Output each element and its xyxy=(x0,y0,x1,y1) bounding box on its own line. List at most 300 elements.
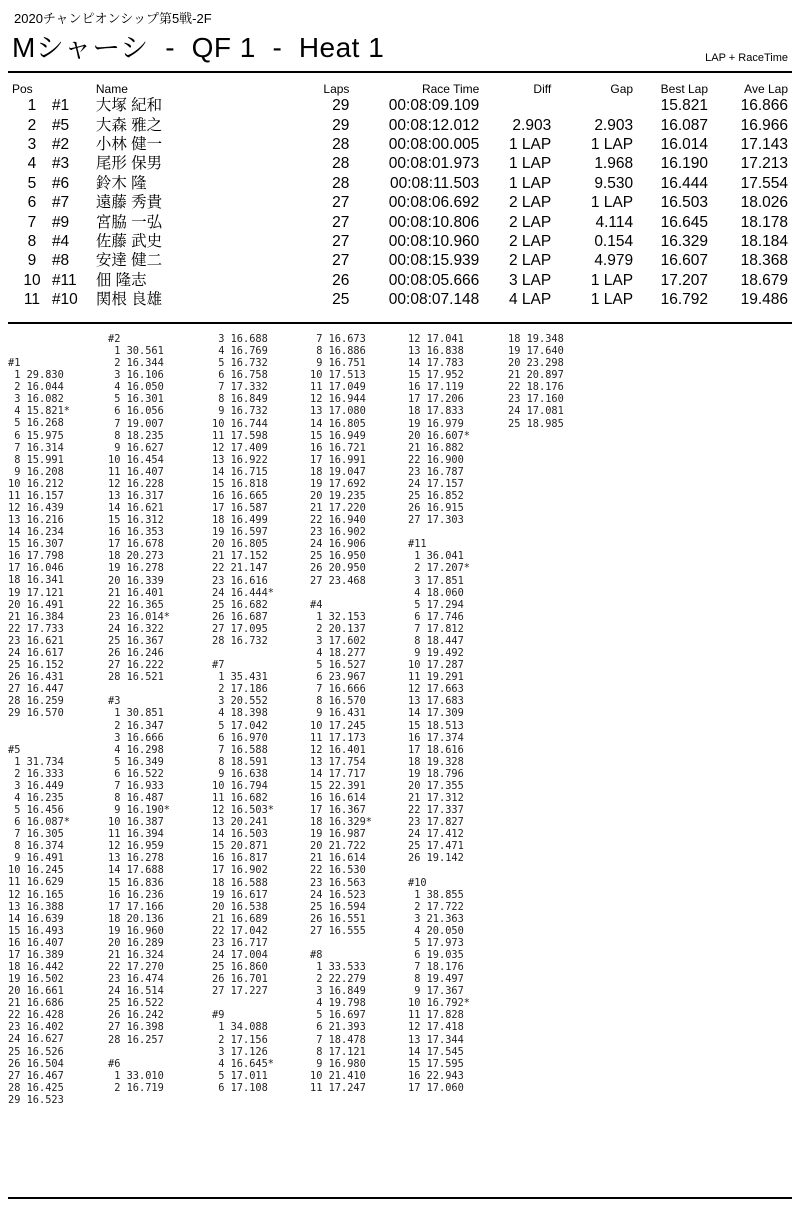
result-diff: 2 LAP xyxy=(508,194,552,212)
lap-line: 27 16.447 xyxy=(8,683,64,696)
lap-line: 1 34.088 xyxy=(212,1021,268,1034)
lap-line: 27 17.095 xyxy=(212,622,268,635)
result-pos: 6 xyxy=(27,194,37,212)
lap-line: 13 16.278 xyxy=(108,852,164,865)
lap-line: 7 16.314 xyxy=(8,441,64,454)
lap-line: 24 17.412 xyxy=(408,828,464,841)
lap-line: 14 16.503 xyxy=(212,828,268,841)
lap-line: 5 16.349 xyxy=(108,755,164,768)
lap-line xyxy=(8,719,70,731)
result-pos: 5 xyxy=(27,174,37,192)
lap-line: 14 16.639 xyxy=(8,912,64,925)
result-row xyxy=(12,115,790,134)
lap-line: 17 17.206 xyxy=(408,393,464,406)
lap-line: 9 17.367 xyxy=(408,985,464,998)
lap-line: 10 16.212 xyxy=(8,477,64,490)
lap-line: 25 16.852 xyxy=(408,490,464,503)
lap-line: 10 16.245 xyxy=(8,864,64,877)
lap-line: 21 17.220 xyxy=(310,502,366,515)
result-pos: 11 xyxy=(23,291,41,309)
result-time: 00:08:01.973 xyxy=(388,155,480,173)
lap-line: 14 16.234 xyxy=(8,526,64,539)
lap-line: 2 17.207* xyxy=(408,562,470,575)
lap-line: 10 16.792* xyxy=(408,997,470,1010)
lap-line: 7 16.588 xyxy=(212,743,268,756)
lap-line: 22 18.176 xyxy=(508,381,564,394)
lap-line: 26 16.431 xyxy=(8,671,64,684)
lap-line: 11 17.049 xyxy=(310,381,366,394)
lap-line: 21 16.401 xyxy=(108,586,164,599)
lap-line: 11 17.828 xyxy=(408,1009,464,1022)
result-time: 00:08:12.012 xyxy=(388,116,480,134)
result-no: #3 xyxy=(51,155,70,173)
result-laps: 25 xyxy=(332,291,350,309)
result-name: 大森 雅之 xyxy=(95,116,163,134)
lap-line: 3 17.126 xyxy=(212,1045,268,1058)
result-time: 00:08:10.960 xyxy=(388,232,480,250)
lap-line: 9 16.751 xyxy=(310,357,366,370)
lap-line: 18 16.588 xyxy=(212,876,268,889)
result-row xyxy=(12,232,790,251)
lap-line: 4 18.277 xyxy=(310,647,366,660)
result-ave: 16.966 xyxy=(740,116,788,134)
lap-line: 8 16.570 xyxy=(310,695,366,708)
lap-line: 24 16.444* xyxy=(212,586,274,599)
lap-line: 3 20.552 xyxy=(212,695,268,708)
lap-line: 17 17.060 xyxy=(408,1081,464,1094)
lap-line: 20 16.661 xyxy=(8,985,64,998)
lap-line: 15 16.312 xyxy=(108,514,164,527)
lap-line: 18 20.136 xyxy=(108,912,164,925)
results-table xyxy=(12,82,790,309)
lap-line: 10 17.245 xyxy=(310,719,366,732)
lap-line: 1 35.431 xyxy=(212,671,268,684)
lap-line: 10 21.410 xyxy=(310,1069,366,1082)
lap-line: 12 17.041 xyxy=(408,333,464,345)
lap-line: 23 16.014* xyxy=(108,610,170,623)
lap-line: 2 16.719 xyxy=(108,1081,164,1094)
result-pos: 8 xyxy=(27,232,37,250)
result-ave: 18.368 xyxy=(740,252,788,270)
result-row xyxy=(12,290,790,309)
lap-line: 23 16.717 xyxy=(212,936,268,949)
lap-line: 1 33.010 xyxy=(108,1069,164,1082)
lap-line xyxy=(310,587,372,599)
lap-line: 13 16.922 xyxy=(212,453,268,466)
lap-line: 16 16.353 xyxy=(108,526,164,539)
lap-line: 25 17.471 xyxy=(408,840,464,853)
result-no: #8 xyxy=(51,252,70,270)
lap-line: 23 16.402 xyxy=(8,1021,64,1034)
lap-line: 3 16.082 xyxy=(8,393,64,406)
lap-line xyxy=(310,937,372,949)
result-laps: 28 xyxy=(332,135,350,153)
lap-line: 18 19.047 xyxy=(310,465,366,478)
lap-line: 12 16.401 xyxy=(310,743,366,756)
lap-line: 25 16.682 xyxy=(212,598,268,611)
lap-line: 15 16.836 xyxy=(108,876,164,889)
lap-line: 17 16.046 xyxy=(8,562,64,575)
lap-line: 27 23.468 xyxy=(310,574,366,587)
lap-line: 5 17.294 xyxy=(408,598,464,611)
lap-line: 26 16.246 xyxy=(108,647,164,660)
lap-line xyxy=(212,647,274,659)
lap-line: 8 16.374 xyxy=(8,840,64,853)
lap-line: 14 16.715 xyxy=(212,465,268,478)
results-body xyxy=(12,96,790,309)
lap-line: 6 19.035 xyxy=(408,948,464,961)
result-best: 16.645 xyxy=(660,213,709,231)
lap-line: 26 19.142 xyxy=(408,852,464,865)
lap-line: 24 17.081 xyxy=(508,405,564,418)
result-time: 00:08:10.806 xyxy=(388,213,480,231)
lap-line: 21 16.882 xyxy=(408,441,464,454)
lap-line: 15 16.307 xyxy=(8,538,64,551)
result-laps: 28 xyxy=(332,155,350,173)
lap-line: 9 16.638 xyxy=(212,767,268,780)
lap-line: 16 17.798 xyxy=(8,550,64,563)
lap-line: 1 33.533 xyxy=(310,961,366,974)
lap-line: 3 17.851 xyxy=(408,574,464,587)
result-name: 宮脇 一弘 xyxy=(95,213,163,231)
lap-line: 19 16.278 xyxy=(108,562,164,575)
lap-line: 13 20.241 xyxy=(212,816,268,829)
result-gap: 4.979 xyxy=(594,252,634,270)
lap-line: 27 16.467 xyxy=(8,1069,64,1082)
lap-line: 11 16.394 xyxy=(108,828,164,841)
lap-line: 23 16.787 xyxy=(408,465,464,478)
lap-line xyxy=(212,997,274,1009)
lap-line: 4 18.060 xyxy=(408,586,464,599)
lap-line: 9 16.431 xyxy=(310,707,366,720)
result-time: 00:08:05.666 xyxy=(388,271,480,289)
result-best: 16.792 xyxy=(660,291,709,309)
lap-line: 7 16.673 xyxy=(310,333,366,345)
lap-line: 18 20.273 xyxy=(108,550,164,563)
lap-line: 6 23.967 xyxy=(310,671,366,684)
lap-line: 27 16.398 xyxy=(108,1021,164,1034)
lap-line: 2 20.137 xyxy=(310,622,366,635)
result-no: #4 xyxy=(51,232,70,250)
lap-line: 15 18.513 xyxy=(408,719,464,732)
lap-line: 3 16.849 xyxy=(310,985,366,998)
result-laps: 27 xyxy=(332,232,350,250)
result-gap: 1 LAP xyxy=(590,291,634,309)
lap-line: 4 16.298 xyxy=(108,743,164,756)
lap-line: 22 21.147 xyxy=(212,562,268,575)
lap-line: 22 16.900 xyxy=(408,453,464,466)
lap-line: 19 16.502 xyxy=(8,973,64,986)
lap-line xyxy=(408,526,470,538)
lap-line: #11 xyxy=(408,538,427,551)
lap-line: 8 18.447 xyxy=(408,634,464,647)
lap-line: 27 16.555 xyxy=(310,924,366,937)
lap-line: 20 17.355 xyxy=(408,779,464,792)
result-best: 16.607 xyxy=(660,252,709,270)
lap-line: 18 16.442 xyxy=(8,960,64,973)
lap-column xyxy=(508,333,564,430)
lap-line: 6 17.108 xyxy=(212,1081,268,1094)
lap-line: 16 22.943 xyxy=(408,1069,464,1082)
lap-line: 4 15.821* xyxy=(8,405,70,418)
result-row xyxy=(12,212,790,231)
lap-line: 17 18.616 xyxy=(408,743,464,756)
result-diff: 4 LAP xyxy=(508,291,552,309)
result-ave: 16.866 xyxy=(740,97,788,115)
lap-line: 8 17.121 xyxy=(310,1045,366,1058)
lap-line: 8 19.497 xyxy=(408,973,464,986)
lap-line: 7 19.007 xyxy=(108,417,164,430)
lap-line: 10 16.794 xyxy=(212,779,268,792)
result-name: 遠藤 秀貴 xyxy=(95,194,163,212)
result-gap: 2.903 xyxy=(594,116,634,134)
lap-line: 11 16.157 xyxy=(8,489,64,502)
lap-line: 20 21.722 xyxy=(310,840,366,853)
result-name: 関根 良雄 xyxy=(95,291,163,309)
lap-line: 19 16.960 xyxy=(108,924,164,937)
col-best-lap: Best Lap xyxy=(660,82,709,96)
lap-line: #6 xyxy=(108,1057,121,1070)
lap-line: 29 16.523 xyxy=(8,1093,64,1106)
lap-line: 14 17.717 xyxy=(310,767,366,780)
lap-line: 7 17.812 xyxy=(408,622,464,635)
lap-line: 5 16.301 xyxy=(108,393,164,406)
result-pos: 9 xyxy=(27,252,37,270)
result-gap xyxy=(551,96,633,115)
result-ave: 18.178 xyxy=(740,213,788,231)
lap-line: 26 16.701 xyxy=(212,973,268,986)
lap-line: 17 16.902 xyxy=(212,864,268,877)
result-best: 17.207 xyxy=(660,271,709,289)
lap-column xyxy=(8,345,70,1106)
result-no: #7 xyxy=(51,194,70,212)
lap-line: 16 16.407 xyxy=(8,936,64,949)
lap-line: 6 16.087* xyxy=(8,816,70,829)
lap-line: 21 17.152 xyxy=(212,550,268,563)
lap-line: 20 16.805 xyxy=(212,538,268,551)
lap-line: 14 16.805 xyxy=(310,417,366,430)
lap-line: 16 16.665 xyxy=(212,490,268,503)
result-laps: 29 xyxy=(332,97,350,115)
result-ave: 18.026 xyxy=(740,194,788,212)
lap-line: 20 16.491 xyxy=(8,598,64,611)
result-best: 16.014 xyxy=(660,135,709,153)
lap-line: 24 16.627 xyxy=(8,1033,64,1046)
lap-line: 7 18.478 xyxy=(310,1033,366,1046)
result-gap: 1 LAP xyxy=(590,194,634,212)
result-best: 16.503 xyxy=(660,194,709,212)
result-no: #11 xyxy=(51,271,77,289)
lap-line: 25 16.950 xyxy=(310,550,366,563)
lap-line: 19 16.979 xyxy=(408,417,464,430)
lap-line: 28 16.257 xyxy=(108,1033,164,1046)
lap-line: 2 16.344 xyxy=(108,357,164,370)
result-no: #5 xyxy=(51,116,70,134)
lap-line: 6 16.522 xyxy=(108,767,164,780)
result-pos: 2 xyxy=(27,116,37,134)
lap-line: 13 16.388 xyxy=(8,900,64,913)
lap-line: 7 18.176 xyxy=(408,961,464,974)
lap-line: 3 16.666 xyxy=(108,731,164,744)
result-best: 16.190 xyxy=(660,155,709,173)
lap-line: 1 30.851 xyxy=(108,707,164,720)
lap-line xyxy=(108,1046,170,1058)
lap-line: 22 16.365 xyxy=(108,598,164,611)
result-time: 00:08:07.148 xyxy=(388,291,480,309)
lap-line: 26 16.504 xyxy=(8,1057,64,1070)
lap-line: 21 16.686 xyxy=(8,997,64,1010)
lap-line: 9 16.208 xyxy=(8,465,64,478)
lap-line: 17 17.166 xyxy=(108,900,164,913)
result-ave: 17.554 xyxy=(740,174,788,192)
result-laps: 27 xyxy=(332,252,350,270)
lap-line: 15 17.952 xyxy=(408,369,464,382)
lap-line: 4 16.235 xyxy=(8,791,64,804)
lap-line: 20 16.289 xyxy=(108,936,164,949)
lap-line: 6 21.393 xyxy=(310,1021,366,1034)
lap-line: 22 16.940 xyxy=(310,514,366,527)
lap-line: 23 17.827 xyxy=(408,816,464,829)
lap-line: 17 16.678 xyxy=(108,538,164,551)
results-header-row xyxy=(12,82,790,96)
result-gap: 1.968 xyxy=(594,155,634,173)
result-time: 00:08:09.109 xyxy=(388,97,480,115)
lap-line: 10 16.744 xyxy=(212,417,268,430)
lap-line: 11 16.629 xyxy=(8,876,64,889)
lap-line: 3 16.688 xyxy=(212,333,268,345)
lap-line: 10 16.387 xyxy=(108,816,164,829)
lap-line xyxy=(8,732,70,744)
lap-line: 6 15.975 xyxy=(8,429,64,442)
lap-line: 14 17.688 xyxy=(108,864,164,877)
lap-line: 28 16.259 xyxy=(8,695,64,708)
lap-line: 15 20.871 xyxy=(212,840,268,853)
lap-line: 21 16.324 xyxy=(108,948,164,961)
lap-line: 15 22.391 xyxy=(310,779,366,792)
col-no xyxy=(52,82,96,96)
lap-line: 5 16.697 xyxy=(310,1009,366,1022)
lap-line: 1 38.855 xyxy=(408,888,464,901)
lap-line: 27 16.222 xyxy=(108,659,164,672)
lap-line: 1 31.734 xyxy=(8,755,64,768)
lap-line: 26 20.950 xyxy=(310,562,366,575)
result-pos: 1 xyxy=(27,97,37,115)
lap-line: 2 16.333 xyxy=(8,767,64,780)
result-pos: 3 xyxy=(27,135,37,153)
result-no: #9 xyxy=(51,213,70,231)
lap-line: 12 16.228 xyxy=(108,477,164,490)
lap-line: 24 16.322 xyxy=(108,622,164,635)
lap-line: 16 16.614 xyxy=(310,791,366,804)
lap-column xyxy=(212,333,274,1094)
result-no: #2 xyxy=(51,135,70,153)
result-laps: 26 xyxy=(332,271,350,289)
lap-line: 6 16.758 xyxy=(212,369,268,382)
lap-column xyxy=(108,333,170,1094)
lap-line: 23 16.902 xyxy=(310,526,366,539)
lap-line: 24 17.157 xyxy=(408,477,464,490)
lap-line: 6 17.746 xyxy=(408,610,464,623)
lap-line: 5 17.042 xyxy=(212,719,268,732)
lap-line: #5 xyxy=(8,743,21,756)
result-pos: 10 xyxy=(23,271,41,289)
lap-line: 3 16.106 xyxy=(108,369,164,382)
lap-line: 17 16.367 xyxy=(310,804,366,817)
lap-line: 4 16.050 xyxy=(108,381,164,394)
result-best: 16.329 xyxy=(660,232,709,250)
lap-line: 15 16.818 xyxy=(212,477,268,490)
lap-line: 24 16.906 xyxy=(310,538,366,551)
middle-divider xyxy=(8,322,792,324)
result-diff: 2 LAP xyxy=(508,213,552,231)
result-diff: 1 LAP xyxy=(508,155,552,173)
lap-line: 22 17.042 xyxy=(212,924,268,937)
lap-line: 2 17.186 xyxy=(212,683,268,696)
result-laps: 29 xyxy=(332,116,350,134)
lap-line: 13 17.754 xyxy=(310,755,366,768)
lap-line: 8 16.487 xyxy=(108,791,164,804)
result-diff: 2 LAP xyxy=(508,232,552,250)
lap-line: 1 36.041 xyxy=(408,550,464,563)
lap-line: 2 17.156 xyxy=(212,1033,268,1046)
result-gap: 1 LAP xyxy=(590,271,634,289)
lap-line: 8 16.849 xyxy=(212,393,268,406)
result-laps: 27 xyxy=(332,213,350,231)
lap-line: 14 17.783 xyxy=(408,357,464,370)
lap-line: 12 16.944 xyxy=(310,393,366,406)
lap-line: 16 17.119 xyxy=(408,381,464,394)
lap-line: 28 16.425 xyxy=(8,1081,64,1094)
lap-line: 19 18.796 xyxy=(408,767,464,780)
lap-line: 20 16.607* xyxy=(408,429,470,442)
col-diff: Diff xyxy=(533,82,552,96)
result-row xyxy=(12,271,790,290)
lap-line: 18 16.341 xyxy=(8,574,64,587)
result-time: 00:08:00.005 xyxy=(388,135,480,153)
lap-line: 4 18.398 xyxy=(212,707,268,720)
lap-line: 16 16.721 xyxy=(310,441,366,454)
result-diff: 2.903 xyxy=(512,116,552,134)
lap-line: 1 29.830 xyxy=(8,369,64,382)
result-no: #1 xyxy=(51,97,70,115)
lap-line: #8 xyxy=(310,948,323,961)
result-pos: 7 xyxy=(27,213,37,231)
lap-line: 2 17.722 xyxy=(408,900,464,913)
result-gap: 0.154 xyxy=(594,232,634,250)
lap-line xyxy=(408,864,470,876)
lap-line: 16 16.817 xyxy=(212,852,268,865)
lap-line: 12 17.418 xyxy=(408,1021,464,1034)
col-ave-lap: Ave Lap xyxy=(744,82,788,96)
lap-line: 21 16.384 xyxy=(8,610,64,623)
result-no: #6 xyxy=(51,174,70,192)
lap-line: 25 16.152 xyxy=(8,659,64,672)
result-ave: 18.184 xyxy=(740,232,788,250)
lap-column xyxy=(310,333,372,1094)
lap-line: 22 17.270 xyxy=(108,961,164,974)
result-ave: 18.679 xyxy=(740,271,788,289)
lap-line: 13 17.683 xyxy=(408,695,464,708)
lap-line: 22 16.530 xyxy=(310,864,366,877)
lap-line: #9 xyxy=(212,1009,225,1022)
result-best: 16.444 xyxy=(660,174,709,192)
lap-line xyxy=(108,683,170,695)
lap-line: 12 17.409 xyxy=(212,441,268,454)
lap-line: 9 16.491 xyxy=(8,852,64,865)
lap-line: 19 16.987 xyxy=(310,828,366,841)
lap-line: 22 16.428 xyxy=(8,1009,64,1022)
lap-line: #4 xyxy=(310,598,323,611)
